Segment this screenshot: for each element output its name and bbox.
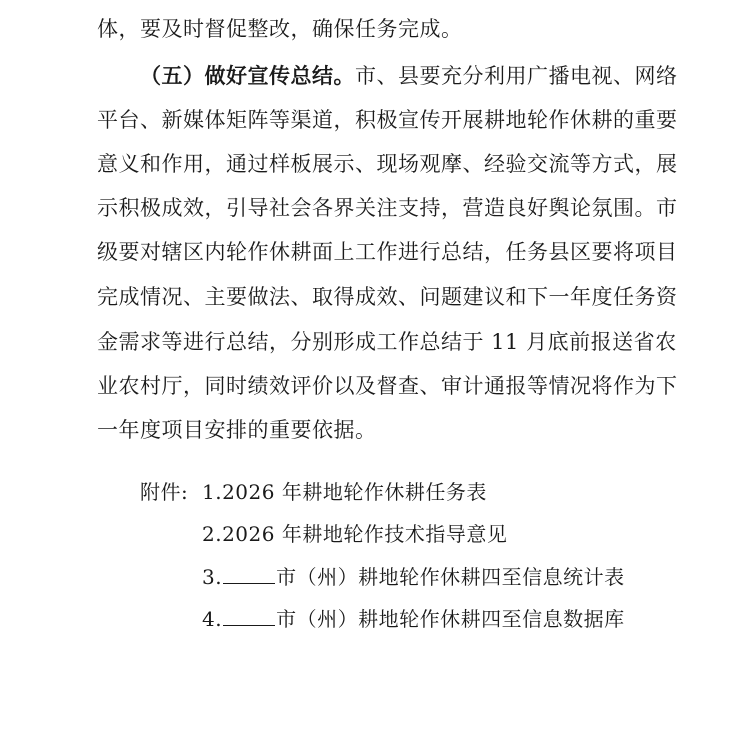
paragraph-line: 意义和作用，通过样板展示、现场观摩、经验交流等方式，展 xyxy=(97,152,678,176)
attachment-number: 3. xyxy=(202,565,223,589)
paragraph-line: 金需求等进行总结，分别形成工作总结于 11 月底前报送省农 xyxy=(97,330,677,354)
fill-in-blank xyxy=(223,565,275,584)
attachment-title: 市（州）耕地轮作休耕四至信息统计表 xyxy=(276,565,625,589)
attachment-item-4 xyxy=(202,607,625,631)
paragraph-line: 体，要及时督促整改，确保任务完成。 xyxy=(97,17,463,41)
paragraph-line: 一年度项目安排的重要依据。 xyxy=(97,418,377,442)
fill-in-blank xyxy=(223,607,275,626)
attachments-label: 附件: xyxy=(140,480,189,504)
paragraph-line: 级要对辖区内轮作休耕面上工作进行总结，任务县区要将项目 xyxy=(97,240,678,264)
attachment-title: 市（州）耕地轮作休耕四至信息数据库 xyxy=(276,607,625,631)
attachment-number: 4. xyxy=(202,607,223,631)
paragraph-text: 市、县要充分利用广播电视、网络 xyxy=(355,64,678,88)
paragraph-line: 示积极成效，引导社会各界关注支持，营造良好舆论氛围。市 xyxy=(97,196,678,220)
paragraph-line: 完成情况、主要做法、取得成效、问题建议和下一年度任务资 xyxy=(97,285,678,309)
paragraph-line: 平台、新媒体矩阵等渠道，积极宣传开展耕地轮作休耕的重要 xyxy=(97,108,678,132)
attachment-item-1: 1.2026 年耕地轮作休耕任务表 xyxy=(202,480,487,504)
section-5-first-line xyxy=(97,63,678,88)
attachment-item-3 xyxy=(202,565,625,589)
paragraph-line: 业农村厅，同时绩效评价以及督查、审计通报等情况将作为下 xyxy=(97,374,678,398)
section-heading: （五）做好宣传总结。 xyxy=(140,63,355,88)
attachment-item-2: 2.2026 年耕地轮作技术指导意见 xyxy=(202,522,508,546)
